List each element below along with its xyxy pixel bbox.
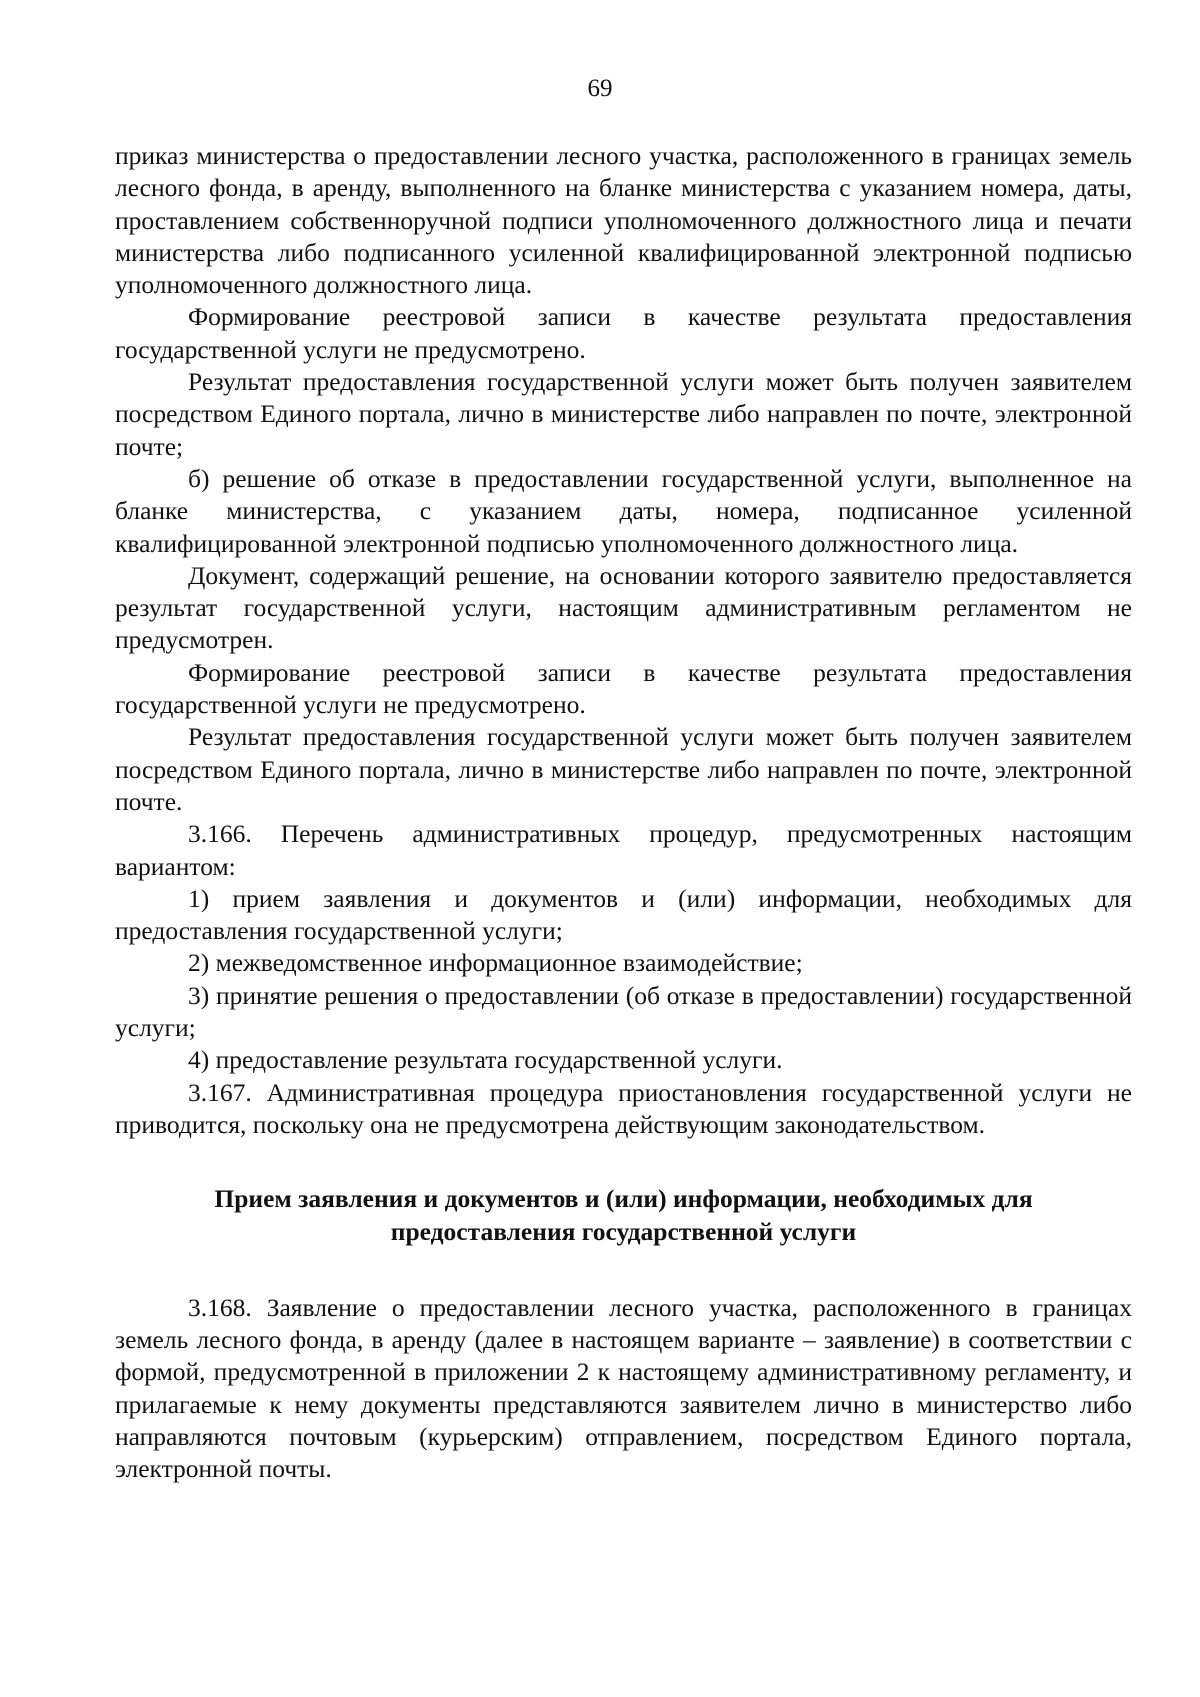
paragraph-decision-document: Документ, содержащий решение, на основании которого заявителю предоставляется результат государственной услуги, настоящим административным регламентом не предусмотрен. — [115, 560, 1132, 655]
section-heading-line-1: Прием заявления и документов и (или) информации, необходимых для — [214, 1184, 1033, 1214]
paragraph-order-description: приказ министерства о предоставлении лесного участка, расположенного в границах земель лесного фонда, в аренду, выполненного на бланке министерства с указанием номера, даты, проставлением собственноручной подписи уполномоченного должностного лица и печати министерства либо подписанного усиленной квалифицированной электронной подписью уполномоченного должностного лица. — [115, 141, 1132, 300]
list-item-2: 2) межведомственное информационное взаимодействие; — [188, 948, 803, 978]
paragraph-result-delivery: Результат предоставления государственной услуги может быть получен заявителем посредством Единого портала, лично в министерстве либо направлен по почте, электронной почте; — [115, 367, 1132, 461]
section-heading-line-2: предоставления государственной услуги — [390, 1216, 857, 1246]
paragraph-result-delivery-2: Результат предоставления государственной услуги может быть получен заявителем посредством Единого портала, лично в министерстве либо направлен по почте, электронной почте. — [115, 722, 1132, 816]
section-heading — [115, 1183, 1132, 1248]
paragraph-registry-record: Формирование реестровой записи в качестве результата предоставления государственной услуги не предусмотрено. — [115, 302, 1132, 364]
list-item-3: 3) принятие решения о предоставлении (об отказе в предоставлении) государственной услуги; — [115, 980, 1132, 1043]
paragraph-3-168: 3.168. Заявление о предоставлении лесного участка, расположенного в границах земель лесного фонда, в аренду (далее в настоящем варианте – заявление) в соответствии с формой, предусмотренной в приложении 2 к настоящему административному регламенту, и прилагаемые к нему документы представляются заявителем лично в министерство либо направляются почтовым (курьерским) отправлением, посредством Единого портала, электронной почты. — [115, 1292, 1132, 1484]
page-number: 69 — [587, 75, 613, 102]
document-body — [115, 140, 1132, 1486]
list-item-4: 4) предоставление результата государственной услуги. — [188, 1045, 783, 1075]
list-item-1: 1) прием заявления и документов и (или) информации, необходимых для предоставления государственной услуги; — [115, 883, 1132, 946]
paragraph-3-166: 3.166. Перечень административных процедур, предусмотренных настоящим вариантом: — [115, 819, 1132, 881]
paragraph-registry-record-2: Формирование реестровой записи в качестве результата предоставления государственной услуги не предусмотрено. — [115, 657, 1132, 720]
paragraph-3-167: 3.167. Административная процедура приостановления государственной услуги не приводится, поскольку она не предусмотрена действующим законодательством. — [115, 1077, 1132, 1139]
paragraph-refusal-decision: б) решение об отказе в предоставлении государственной услуги, выполненное на бланке министерства, с указанием даты, номера, подписанное усиленной квалифицированной электронной подписью уполномоченного должностного лица. — [115, 463, 1132, 558]
